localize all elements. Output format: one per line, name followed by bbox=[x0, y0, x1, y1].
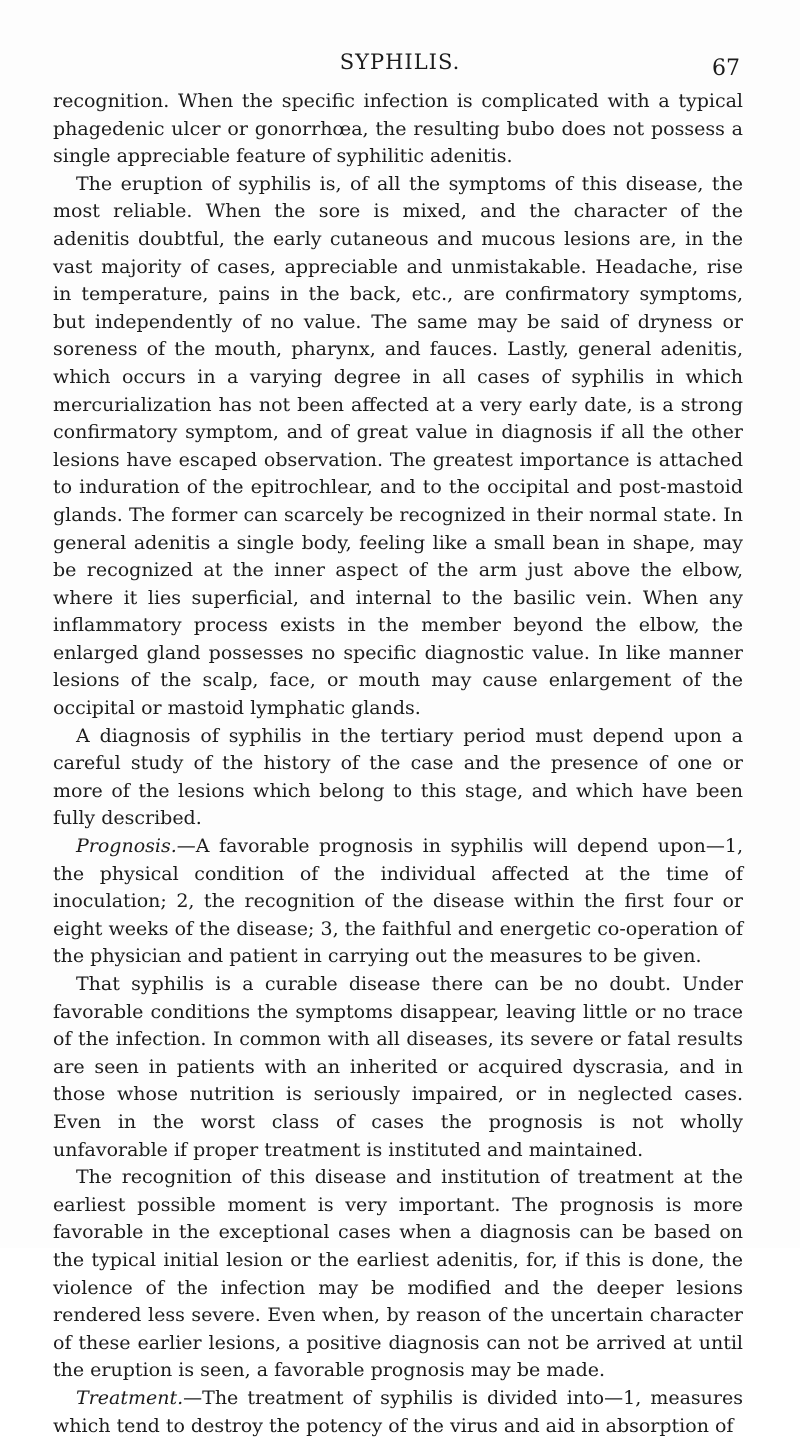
running-head bbox=[60, 50, 740, 80]
paragraph-text: recognition. When the specific infection is complicated with a typical phagedenic ulcer or gonorrhœa, the resulting bubo does not possess a single appreciable feature of syphilitic adenitis. bbox=[53, 90, 743, 168]
paragraph-continuation bbox=[53, 88, 743, 171]
paragraph-treatment bbox=[53, 1385, 743, 1440]
page-number: 67 bbox=[712, 56, 740, 81]
paragraph-text: The eruption of syphilis is, of all the symptoms of this disease, the most reliable. When the sore is mixed, and the character of the adenitis doubtful, the early cutaneous and mucous lesions are, in the vast majority of cases, appreciable and unmistakable. Headache, rise in temperature, pains in the back, etc., are confirmatory symptoms, but independently of no value. The same may be said of dryness or soreness of the mouth, pharynx, and fauces. Lastly, general adenitis, which occurs in a varying degree in all cases of syphilis in which mercurialization has not been affected at a very early date, is a strong confirmatory symptom, and of great value in diagnosis if all the other lesions have escaped observation. The greatest importance is attached to induration of the epitrochlear, and to the occipital and post-mastoid glands. The former can scarcely be recognized in their normal state. In general adenitis a single body, feeling like a small bean in shape, may be recognized at the inner aspect of the arm just above the elbow, where it lies superficial, and internal to the basilic vein. When any inflammatory process exists in the member beyond the elbow, the enlarged gland possesses no specific diagnostic value. In like manner lesions of the scalp, face, or mouth may cause enlargement of the occipital or mastoid lymphatic glands. bbox=[53, 172, 743, 720]
paragraph-prognosis bbox=[53, 833, 743, 971]
section-heading-treatment: Treatment. bbox=[76, 1386, 184, 1409]
paragraph-text: —A favorable prognosis in syphilis will depend upon—1, the physical condition of the individual affected at the time of inoculation; 2, the recognition of the disease within the first four or eight weeks of the disease; 3, the faithful and energetic co-operation of the physician and patient in carrying out the measures to be given. bbox=[53, 835, 743, 968]
paragraph-text: The recognition of this disease and institution of treatment at the earliest possible moment is very important. The prognosis is more favorable in the exceptional cases when a diagnosis can be based on the typical initial lesion or the earliest adenitis, for, if this is done, the violence of the infection may be modified and the deeper lesions rendered less severe. Even when, by reason of the uncertain character of these earlier lesions, a positive diagnosis can not be arrived at until the eruption is seen, a favorable prognosis may be made. bbox=[53, 1166, 743, 1382]
running-title: SYPHILIS. bbox=[339, 50, 461, 74]
paragraph-tertiary-diagnosis bbox=[53, 723, 743, 833]
body-text bbox=[53, 88, 743, 1440]
paragraph-text: A diagnosis of syphilis in the tertiary period must depend upon a careful study of the history of the case and the presence of one or more of the lesions which belong to this stage, and which have been fully described. bbox=[53, 724, 743, 830]
paragraph-eruption bbox=[53, 171, 743, 723]
paragraph-text: That syphilis is a curable disease there can be no doubt. Under favorable conditions the symptoms disappear, leaving little or no trace of the infection. In common with all diseases, its severe or fatal results are seen in patients with an inherited or acquired dyscrasia, and in those whose nutrition is seriously impaired, or in neglected cases. Even in the worst class of cases the prognosis is not wholly unfavorable if proper treatment is instituted and maintained. bbox=[53, 973, 743, 1161]
paragraph-curable bbox=[53, 971, 743, 1164]
paragraph-early-recognition bbox=[53, 1164, 743, 1385]
section-heading-prognosis: Prognosis. bbox=[76, 835, 177, 858]
paragraph-text: —The treatment of syphilis is divided into—1, measures which tend to destroy the potency of the virus and aid in absorption of bbox=[53, 1386, 743, 1437]
